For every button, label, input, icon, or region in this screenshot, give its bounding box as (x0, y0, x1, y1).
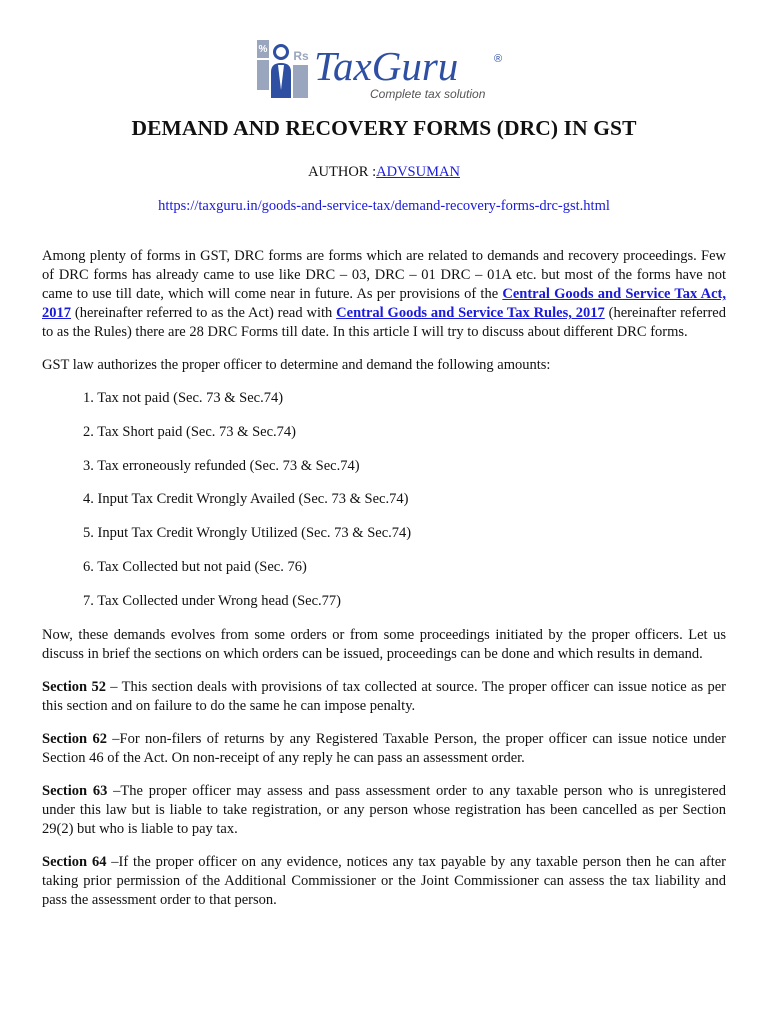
source-url[interactable]: https://taxguru.in/goods-and-service-tax/demand-recovery-forms-drc-gst.html (158, 198, 610, 214)
list-item: 3. Tax erroneously refunded (Sec. 73 & Sec.74) (83, 457, 360, 474)
section-text: – This section deals with provisions of tax collected at source. The proper officer can issue notice as per this section and on failure to do the same he can impose penalty. (42, 678, 726, 714)
list-item: 5. Input Tax Credit Wrongly Utilized (Sec. 73 & Sec.74) (83, 525, 412, 542)
section-63-paragraph (42, 782, 726, 839)
list-item: 2. Tax Short paid (Sec. 73 & Sec.74) (83, 423, 296, 440)
rupee-glyph: Rs (293, 49, 309, 63)
intro-text-3: (hereinafter referred to as the Rules) there are 28 DRC Forms till date. In this article I will try to discuss about different DRC forms. (42, 305, 726, 340)
section-text: –The proper officer may assess and pass assessment order to any taxable person who is unregistered under this law but is liable to take registration, or any person whose registration has been cancelled as per Section 29(2) but who is liable to pay tax. (42, 782, 726, 837)
logo-tagline: Complete tax solution (370, 87, 486, 101)
section-label: Section 62 (42, 730, 107, 747)
tax-person-icon (257, 40, 309, 98)
section-text: –For non-filers of returns by any Registered Taxable Person, the proper officer can issue notice under Section 46 of the Act. On non-receipt of any reply he can pass an assessment order. (42, 730, 727, 766)
cgst-act-link[interactable]: Central Goods and Service Tax Act, 2017 (42, 286, 726, 321)
list-item: 6. Tax Collected but not paid (Sec. 76) (83, 558, 307, 575)
author-line (0, 164, 768, 181)
section-64-paragraph (42, 853, 726, 910)
intro-text-1: Among plenty of forms in GST, DRC forms are forms which are related to demands and recovery proceedings. Few of DRC forms has already came to use like DRC – 03, DRC – 01 DRC – 01A etc. but most of the forms have not came to use till date, which will come near in future. As per provisions of the (42, 248, 726, 302)
list-item: 1. Tax not paid (Sec. 73 & Sec.74) (83, 390, 284, 406)
cgst-rules-link[interactable]: Central Goods and Service Tax Rules, 2017 (336, 305, 605, 321)
intro-text-2: (hereinafter referred to as the Act) read with (71, 305, 337, 321)
percent-glyph: % (258, 44, 268, 55)
article-body (42, 247, 726, 924)
list-item: 4. Input Tax Credit Wrongly Availed (Sec. 73 & Sec.74) (83, 491, 409, 508)
registered-mark: ® (494, 53, 503, 65)
section-62-paragraph (42, 730, 726, 768)
discussion-paragraph: Now, these demands evolves from some orders or from some proceedings initiated by the proper officers. Let us discuss in brief the sections on which orders can be issued, proceedings can be done and which results in demand. (42, 626, 726, 662)
intro-paragraph (42, 247, 726, 342)
demand-list (42, 389, 726, 611)
author-label: AUTHOR : (308, 164, 377, 180)
document-title: DEMAND AND RECOVERY FORMS (DRC) IN GST (131, 116, 637, 140)
author-link[interactable]: ADVSUMAN (376, 164, 460, 180)
taxguru-logo (254, 38, 518, 104)
section-52-paragraph (42, 678, 726, 716)
section-label: Section 52 (42, 678, 106, 695)
section-label: Section 64 (42, 853, 107, 870)
list-item: 7. Tax Collected under Wrong head (Sec.77) (83, 592, 341, 609)
taxguru-logo-graphic (254, 38, 518, 104)
logo-brand-text: TaxGuru (314, 43, 459, 89)
section-text: –If the proper officer on any evidence, notices any tax payable by any taxable person then he can after taking prior permission of the Additional Commissioner or the Joint Commissioner can assess the tax liability and pass the assessment order to that person. (42, 853, 726, 908)
section-label: Section 63 (42, 782, 108, 799)
law-intro-paragraph: GST law authorizes the proper officer to determine and demand the following amounts: (42, 357, 551, 373)
